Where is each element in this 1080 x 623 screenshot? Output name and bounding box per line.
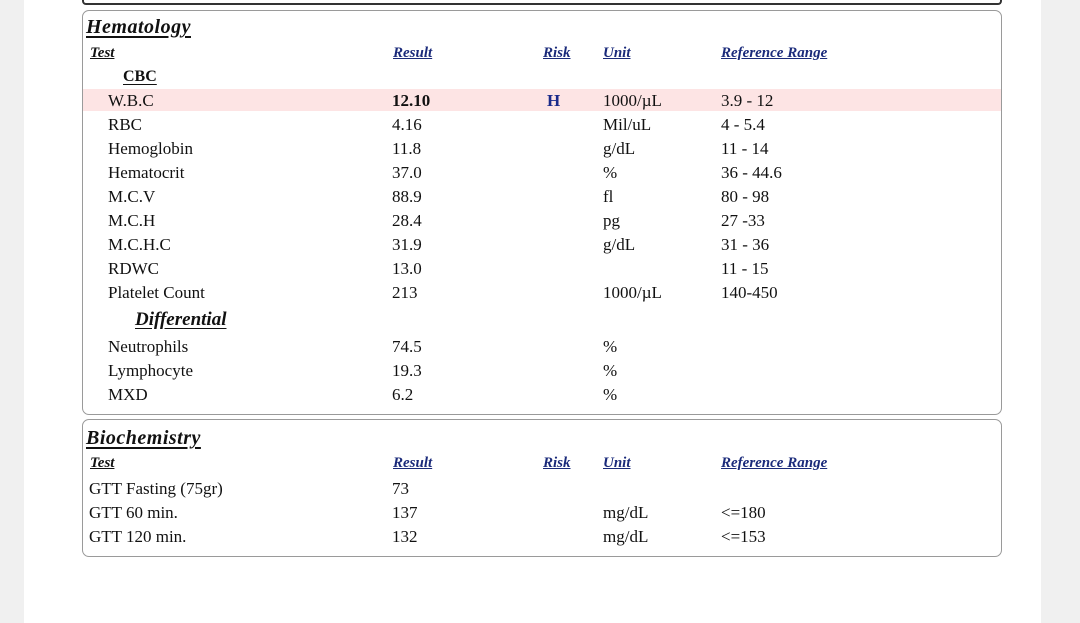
test-name: M.C.H <box>108 211 156 230</box>
unit-value: 1000/µL <box>603 91 662 110</box>
unit-value: pg <box>603 211 620 230</box>
test-name: GTT Fasting (75gr) <box>89 479 223 498</box>
result-value: 4.16 <box>392 115 422 134</box>
reference-range: 80 - 98 <box>721 187 770 206</box>
table-row <box>83 209 1001 231</box>
unit-value: % <box>603 385 618 404</box>
risk-flag: H <box>547 91 561 110</box>
test-name: M.C.V <box>108 187 156 206</box>
reference-range: <=180 <box>721 503 766 522</box>
reference-range: 11 - 14 <box>721 139 769 158</box>
cbc-subtitle: CBC <box>123 68 157 85</box>
reference-range: 36 - 44.6 <box>721 163 782 182</box>
bio-test-column-header: Test <box>90 455 115 471</box>
table-row <box>83 89 1001 111</box>
test-name: M.C.H.C <box>108 235 171 254</box>
reference-range: 140-450 <box>721 283 778 302</box>
table-row <box>83 335 1001 357</box>
unit-value: g/dL <box>603 139 636 158</box>
unit-value: 1000/µL <box>603 283 662 302</box>
result-value: 11.8 <box>392 139 422 158</box>
table-row <box>83 233 1001 255</box>
test-name: GTT 120 min. <box>89 527 187 546</box>
test-column-header: Test <box>90 45 115 61</box>
test-name: RDWC <box>108 259 159 278</box>
result-value: 6.2 <box>392 385 414 404</box>
reference-range: <=153 <box>721 527 766 546</box>
result-value: 12.10 <box>392 91 431 110</box>
table-row <box>83 501 1001 523</box>
unit-value: g/dL <box>603 235 636 254</box>
table-row <box>83 137 1001 159</box>
unit-value: Mil/uL <box>603 115 652 134</box>
result-value: 31.9 <box>392 235 422 254</box>
bio-result-column-header: Result <box>393 455 433 471</box>
table-row <box>83 281 1001 303</box>
table-row <box>83 383 1001 405</box>
result-value: 37.0 <box>392 163 422 182</box>
table-row <box>83 161 1001 183</box>
test-name: Neutrophils <box>108 337 189 356</box>
result-value: 88.9 <box>392 187 422 206</box>
hematology-title: Hematology <box>86 16 191 38</box>
result-value: 132 <box>392 527 418 546</box>
biochemistry-title: Biochemistry <box>86 427 201 449</box>
reference-range: 27 -33 <box>721 211 765 230</box>
result-value: 137 <box>392 503 418 522</box>
bio-reference-column-header: Reference Range <box>721 455 828 471</box>
result-value: 28.4 <box>392 211 422 230</box>
biochemistry-panel <box>82 419 1002 557</box>
hematology-panel <box>82 10 1002 415</box>
result-value: 73 <box>392 479 409 498</box>
reference-range: 11 - 15 <box>721 259 769 278</box>
table-row <box>83 525 1001 547</box>
result-value: 19.3 <box>392 361 422 380</box>
test-name: RBC <box>108 115 143 134</box>
risk-column-header: Risk <box>543 45 571 61</box>
bio-risk-column-header: Risk <box>543 455 571 471</box>
result-value: 13.0 <box>392 259 422 278</box>
table-row <box>83 477 1001 499</box>
unit-value: % <box>603 337 618 356</box>
test-name: MXD <box>108 385 148 404</box>
reference-range: 3.9 - 12 <box>721 91 774 110</box>
result-value: 213 <box>392 283 418 302</box>
test-name: Lymphocyte <box>108 361 193 380</box>
differential-subtitle: Differential <box>135 309 227 330</box>
table-row <box>83 185 1001 207</box>
test-name: Platelet Count <box>108 283 205 302</box>
table-row <box>83 257 1001 279</box>
report-page <box>24 0 1041 623</box>
unit-value: % <box>603 163 618 182</box>
unit-column-header: Unit <box>603 45 631 61</box>
reference-column-header: Reference Range <box>721 45 828 61</box>
test-name: W.B.C <box>108 91 154 110</box>
test-name: Hemoglobin <box>108 139 193 158</box>
table-row <box>83 113 1001 135</box>
reference-range: 31 - 36 <box>721 235 770 254</box>
test-name: Hematocrit <box>108 163 185 182</box>
result-value: 74.5 <box>392 337 422 356</box>
unit-value: mg/dL <box>603 503 649 522</box>
unit-value: % <box>603 361 618 380</box>
unit-value: mg/dL <box>603 527 649 546</box>
previous-panel-edge <box>82 0 1002 5</box>
test-name: GTT 60 min. <box>89 503 178 522</box>
bio-unit-column-header: Unit <box>603 455 631 471</box>
reference-range: 4 - 5.4 <box>721 115 765 134</box>
result-column-header: Result <box>393 45 433 61</box>
unit-value: fl <box>603 187 614 206</box>
table-row <box>83 359 1001 381</box>
